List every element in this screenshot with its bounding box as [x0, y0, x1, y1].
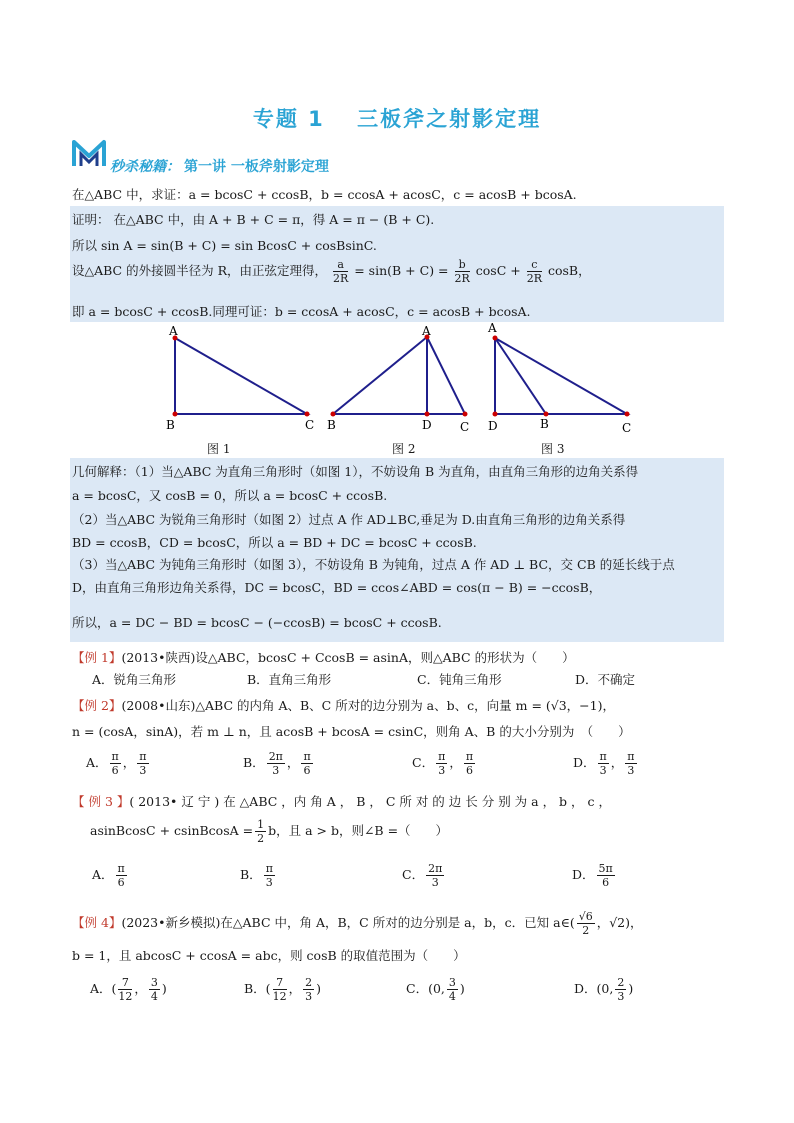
option-close: ) — [316, 981, 321, 996]
option-label: D． — [573, 755, 596, 770]
section-lecture: 第一讲 一板斧射影定理 — [184, 159, 329, 175]
option-label: C．(0, — [406, 981, 445, 996]
example-2-text-2: n = (cosA，sinA)，若 m ⊥ n，且 acosB + bcosA = csinC，则角 A、B 的大小分别为 （ ） — [72, 724, 631, 739]
option-close: ) — [161, 981, 167, 996]
example-1-question — [72, 648, 575, 666]
frac-sqrt6-2 — [577, 910, 595, 937]
option-frac-2 — [625, 750, 636, 777]
ex3-option-b — [240, 862, 277, 889]
frac-den: 3 — [599, 764, 607, 777]
proof-line-3d: cosB， — [547, 263, 591, 278]
ex2-option-a: A． $\frac{\pi}{6}$ ， $\frac{\pi}{3}$ — [86, 750, 147, 777]
frac-den: 3 — [627, 764, 635, 777]
proof-line-3a: 设△ABC 的外接圆半径为 R，由正弦定理得， — [72, 263, 327, 278]
figure-2 — [320, 325, 480, 435]
frac-num: 7 — [273, 976, 287, 990]
ex4-option-b: B．( $\frac{7}{12}$ ， $\frac{2}{3}$ ) — [244, 976, 321, 1003]
frac-den: 6 — [117, 876, 125, 889]
page-title: 专题 1 三板斧之射影定理 — [252, 107, 542, 131]
ex3-option-a — [92, 862, 129, 889]
fig2-label-D: D — [422, 418, 432, 432]
fig3-label-D: D — [488, 419, 498, 433]
option-label: C． — [402, 867, 425, 882]
frac-den: 3 — [431, 876, 439, 889]
frac-num: π — [111, 750, 119, 763]
frac-num: 3 — [448, 976, 456, 989]
frac-den: 6 — [111, 764, 119, 777]
frac-a-2R — [333, 258, 348, 285]
frac-den: 3 — [265, 876, 273, 889]
frac-den: 2R — [332, 272, 349, 285]
option-close: ) — [459, 981, 465, 996]
proof-line-3b: = sin(B + C) = — [354, 263, 449, 278]
option-frac-1 — [436, 750, 447, 777]
proof-line-1: 证明： 在△ABC 中，由 A + B + C = π，得 A = π − (B + C). — [72, 212, 435, 227]
frac-num: 2 — [305, 976, 313, 989]
figure-1 — [160, 325, 330, 435]
option-label: D．(0, — [574, 981, 614, 996]
fig2-caption: 图 2 — [392, 442, 416, 456]
option-label: D． — [572, 867, 595, 882]
option-frac-2 — [464, 750, 475, 777]
proof-line-3 — [72, 258, 591, 285]
example-2-source: (2008•山东) — [121, 698, 196, 713]
frac-den: 2R — [454, 272, 470, 285]
figure-3 — [480, 320, 640, 435]
ex3-option-d — [572, 862, 617, 889]
option-frac — [116, 862, 127, 889]
frac-c-2R — [527, 258, 542, 285]
fig2-label-B: B — [327, 418, 336, 432]
frac-den: 2R — [526, 272, 542, 285]
option-label: B． — [240, 867, 262, 882]
option-frac-1 — [273, 976, 287, 1003]
ex1-option-c: C．钝角三角形 — [417, 672, 502, 687]
fig1-caption: 图 1 — [207, 442, 231, 456]
section-brand: 秒杀秘籍： — [110, 159, 180, 175]
proof-line-4: 即 a = bcosC + ccosB.同理可证：b = ccosA + acosC，c = acosB + bcosA. — [72, 304, 531, 319]
option-frac — [597, 862, 615, 889]
option-frac-2 — [149, 976, 160, 1003]
frac-num: √6 — [578, 910, 593, 923]
example-3-question — [72, 792, 611, 810]
frac-num: a — [333, 258, 348, 272]
frac-num: π — [265, 862, 273, 875]
option-frac-1 — [598, 750, 609, 777]
option-frac — [615, 976, 626, 1003]
frac-b-2R — [455, 258, 470, 285]
ex2-option-c: C． $\frac{\pi}{3}$ ， $\frac{\pi}{6}$ — [412, 750, 474, 777]
example-1-source: (2013•陕西) — [121, 650, 196, 665]
frac-num: b — [455, 258, 470, 272]
example-3-condition: b，且 a > b，则∠B =（ ） — [268, 823, 449, 838]
fig1-label-A: A — [169, 325, 178, 338]
fig1-label-C: C — [305, 418, 315, 432]
frac-num: 7 — [118, 976, 132, 990]
ex4-option-c — [406, 976, 465, 1003]
example-3-formula: asinBcosC + csinBcosA = — [90, 823, 254, 838]
geo-line-4: BD = ccosB，CD = bcosC，所以 a = BD + DC = bcosC + ccosB. — [72, 535, 477, 550]
fig3-caption: 图 3 — [541, 442, 565, 456]
frac-num: 2 — [617, 976, 625, 989]
frac-den: 3 — [139, 764, 147, 777]
ex3-option-c — [402, 862, 446, 889]
option-label: B． — [243, 755, 265, 770]
option-frac — [447, 976, 458, 1003]
frac-den: 6 — [465, 764, 473, 777]
option-frac-1 — [118, 976, 132, 1003]
option-label: A．( — [90, 981, 117, 996]
frac-num: 5π — [598, 862, 613, 875]
option-label: B．( — [244, 981, 271, 996]
example-2-question — [72, 696, 615, 714]
frac-den: 12 — [118, 990, 133, 1003]
example-1-tag: 【例 1】 — [72, 650, 122, 665]
frac-den: 3 — [617, 990, 625, 1003]
ex4-option-a: A．( $\frac{7}{12}$ ， $\frac{3}{4}$ ) — [90, 976, 167, 1003]
frac-den: 12 — [272, 990, 287, 1003]
frac-num: 1 — [257, 818, 265, 831]
fig2-label-C: C — [460, 420, 470, 434]
frac-num: 3 — [150, 976, 158, 989]
option-frac-1 — [267, 750, 285, 777]
section-heading — [110, 156, 329, 176]
ex1-option-b: B．直角三角形 — [247, 672, 332, 687]
frac-num: π — [438, 750, 446, 763]
ex4-option-d — [574, 976, 633, 1003]
option-close: ) — [628, 981, 634, 996]
example-4-question — [72, 910, 643, 937]
example-3-source: ( 2013• 辽 宁 ) — [129, 794, 220, 809]
example-3-text-1: 在 △ABC ，内 角 A ， B ， C 所 对 的 边 长 分 别 为 a ， b ， c ， — [223, 794, 611, 809]
example-1-text: 设△ABC，bcosC + CcosB = asinA，则△ABC 的形状为（ ） — [195, 650, 575, 665]
option-frac-2 — [303, 976, 314, 1003]
option-label: A． — [92, 867, 114, 882]
frac-num: π — [599, 750, 607, 763]
frac-num: π — [465, 750, 474, 763]
example-2-text-1: △ABC 的内角 A、B、C 所对的边分别为 a、b、c，向量 m = (√3，−1)， — [195, 698, 615, 713]
option-frac — [264, 862, 275, 889]
frac-num: π — [117, 862, 125, 875]
geo-line-6: D，由直角三角形边角关系得，DC = bcosC，BD = ccos∠ABD = cos(π − B) = −ccosB， — [72, 580, 602, 595]
geo-line-5: （3）当△ABC 为钝角三角形时（如图 3），不妨设角 B 为钝角，过点 A 作 AD ⊥ BC，交 CB 的延长线于点 — [72, 557, 675, 572]
frac-num: 2π — [428, 862, 443, 875]
option-frac-1 — [110, 750, 121, 777]
example-3-text-2 — [90, 818, 448, 845]
frac-num: 2π — [268, 750, 283, 763]
frac-den: 3 — [438, 764, 446, 777]
frac-num: π — [303, 750, 311, 763]
geo-line-3: （2）当△ABC 为锐角三角形时（如图 2）过点 A 作 AD⊥BC,垂足为 D.由直角三角形的边角关系得 — [72, 512, 626, 527]
ex2-option-b: B． $\frac{2\pi}{3}$ ， $\frac{\pi}{6}$ — [243, 750, 311, 777]
option-frac — [426, 862, 444, 889]
option-frac-2 — [137, 750, 148, 777]
geo-line-1: 几何解释：（1）当△ABC 为直角三角形时（如图 1），不妨设角 B 为直角，由直角三角形的边角关系得 — [72, 464, 639, 479]
fig3-label-C: C — [622, 421, 632, 435]
frac-den: 3 — [305, 990, 313, 1003]
frac-den: 2 — [257, 832, 265, 845]
frac-den: 6 — [303, 764, 311, 777]
frac-one-half — [255, 818, 266, 845]
ex1-option-a: A．锐角三角形 — [92, 672, 177, 687]
ex2-option-d: D． $\frac{\pi}{3}$ ， $\frac{\pi}{3}$ — [573, 750, 635, 777]
ex1-option-d: D．不确定 — [575, 672, 636, 687]
frac-num: c — [527, 258, 542, 272]
frac-num: π — [627, 750, 635, 763]
proof-line-2: 所以 sin A = sin(B + C) = sin BcosC + cosBsinC. — [72, 238, 377, 253]
example-4-source: (2023•新乡模拟) — [121, 915, 221, 930]
fig1-label-B: B — [166, 418, 175, 432]
frac-den: 4 — [448, 990, 456, 1003]
proof-line-3c: cosC + — [475, 263, 521, 278]
frac-den: 4 — [150, 990, 158, 1003]
example-4-text-1b: ，√2)， — [596, 915, 643, 930]
frac-den: 3 — [272, 764, 280, 777]
m-logo-icon — [72, 138, 106, 168]
frac-num: π — [139, 750, 147, 763]
fig3-label-B: B — [540, 417, 549, 431]
option-label: C． — [412, 755, 435, 770]
geo-line-2: a = bcosC，又 cosB = 0，所以 a = bcosC + ccosB. — [72, 488, 388, 503]
geo-line-7: 所以，a = DC − BD = bcosC − (−ccosB) = bcosC + ccosB. — [72, 615, 442, 630]
example-3-tag: 【 例 3 】 — [72, 794, 130, 809]
frac-den: 6 — [602, 876, 610, 889]
example-4-tag: 【例 4】 — [72, 915, 122, 930]
option-label: A． — [86, 755, 108, 770]
example-4-text-2: b = 1，且 abcosC + ccosA = abc，则 cosB 的取值范围为（ ） — [72, 948, 466, 963]
fig2-label-A: A — [422, 325, 431, 338]
fig3-label-A: A — [488, 321, 497, 335]
example-2-tag: 【例 2】 — [72, 698, 122, 713]
option-frac-2 — [301, 750, 312, 777]
example-4-text-1a: 在△ABC 中，角 A，B，C 所对的边分别是 a，b，c．已知 a∈( — [220, 915, 575, 930]
frac-den: 2 — [582, 924, 590, 937]
problem-statement: 在△ABC 中，求证：a = bcosC + ccosB，b = ccosA + acosC，c = acosB + bcosA. — [72, 187, 577, 202]
